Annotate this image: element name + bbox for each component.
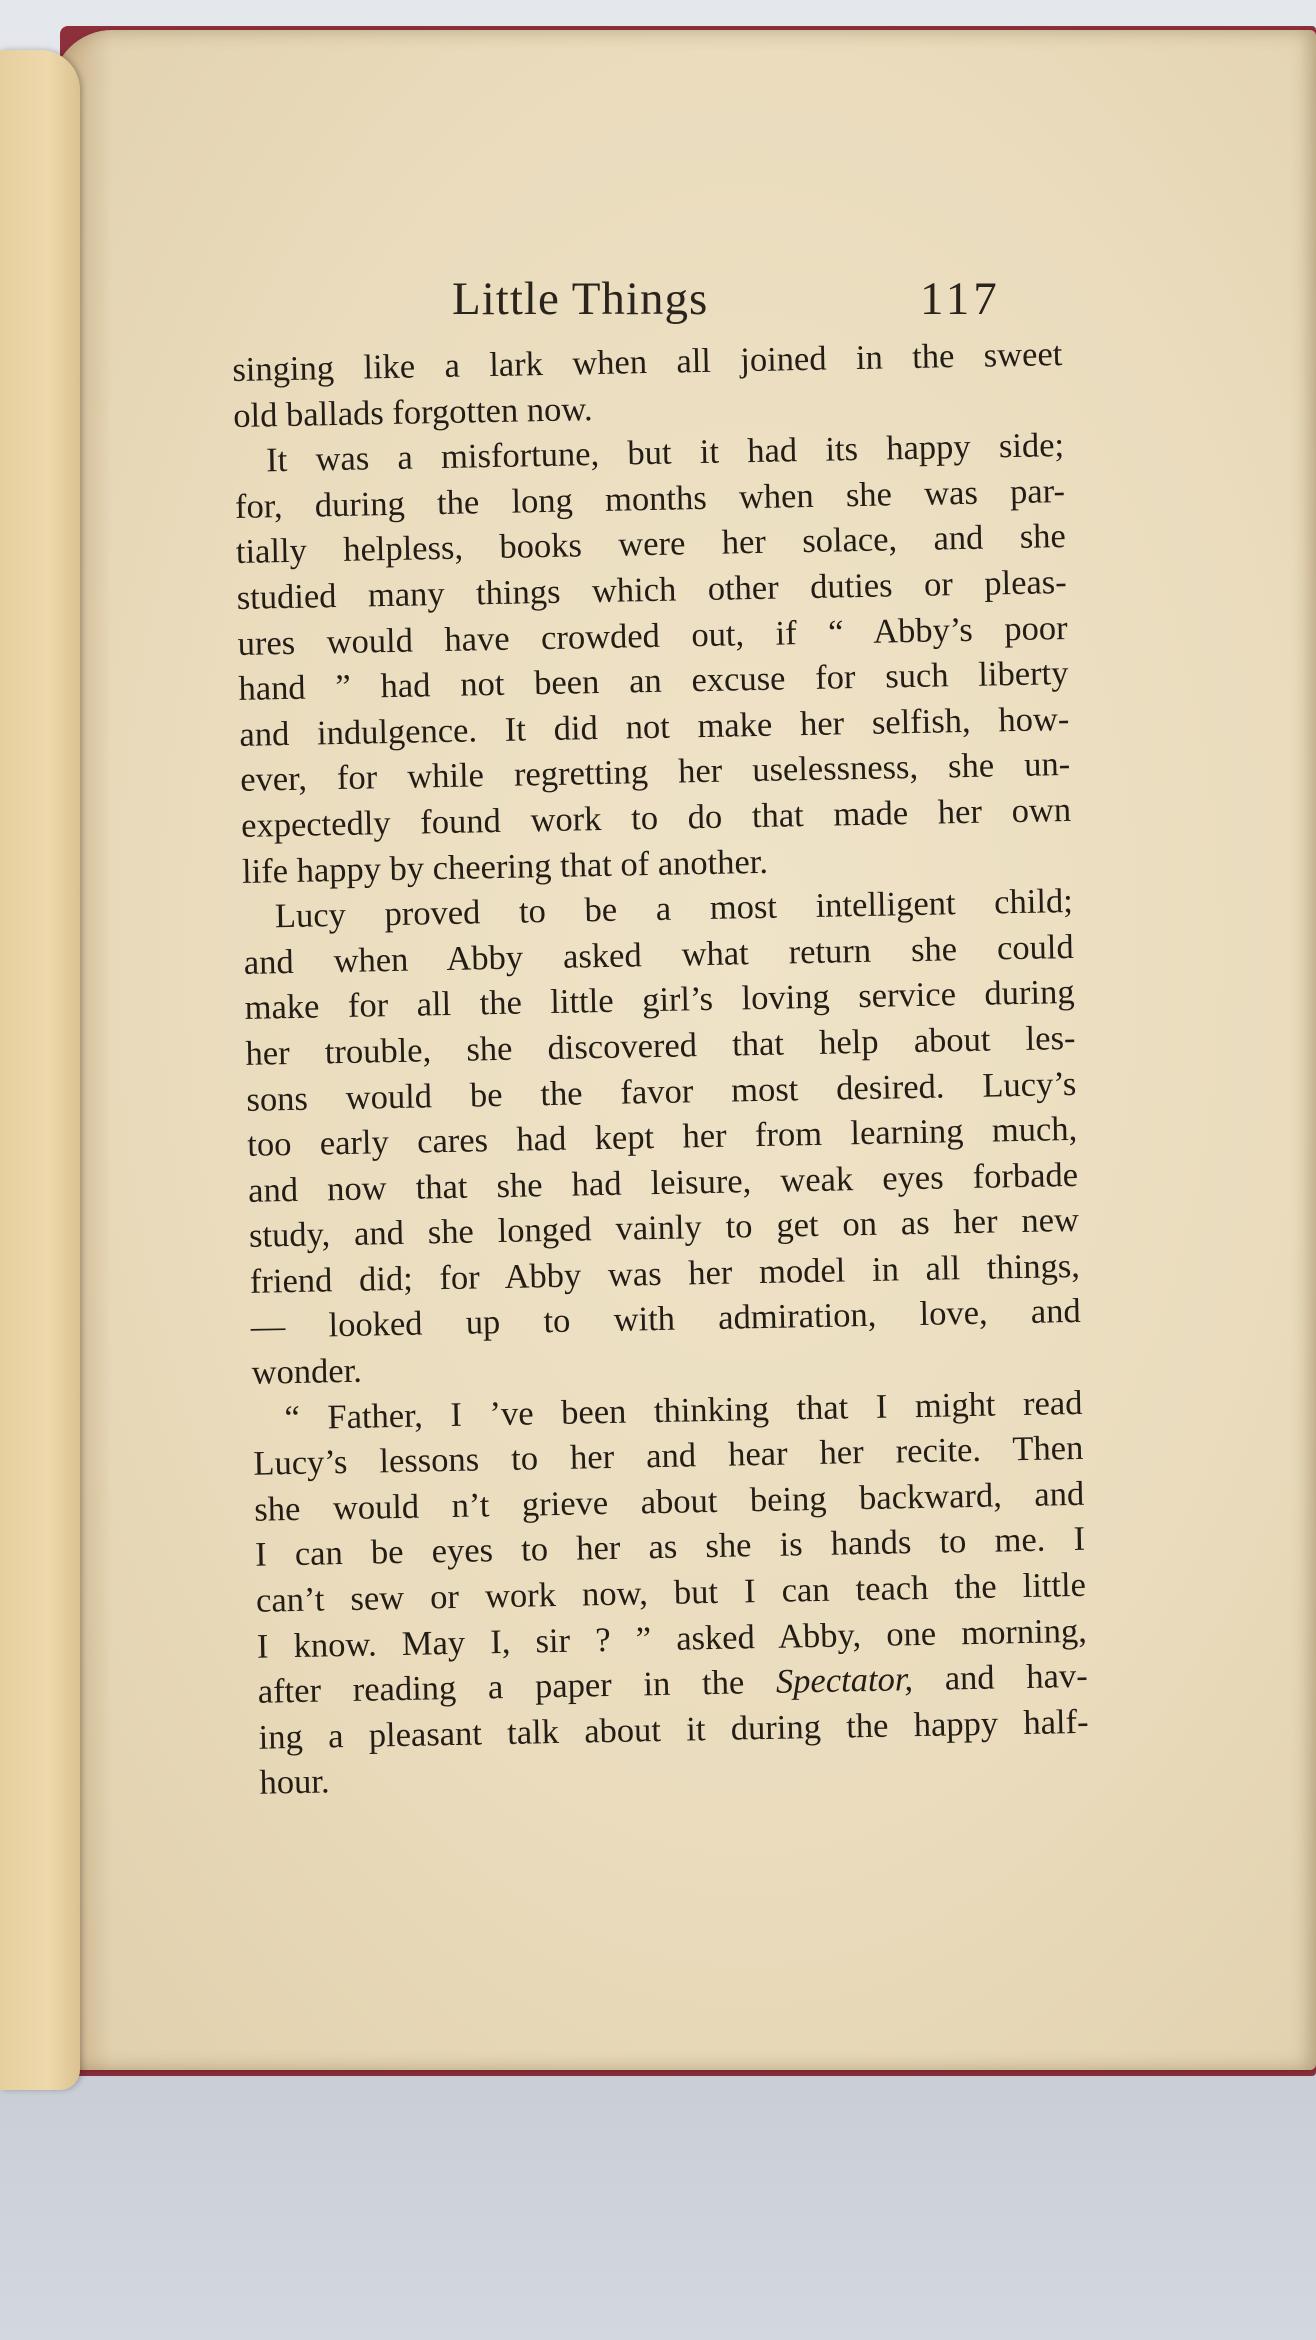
text-line: she would n’t grieve about being backward, and bbox=[253, 1474, 1085, 1529]
text-line: friend did; for Abby was her model in all things, bbox=[249, 1246, 1081, 1301]
text-line: can’t sew or work now, but I can teach the little bbox=[255, 1565, 1087, 1620]
text-line: expectedly found work to do that made her own bbox=[240, 790, 1072, 845]
page-number: 117 bbox=[920, 273, 1001, 325]
text-line: ever, for while regretting her uselessness, she un- bbox=[239, 745, 1071, 800]
text-line: singing like a lark when all joined in the sweet bbox=[232, 335, 1063, 389]
text-line: tially helpless, books were her solace, and she bbox=[235, 517, 1067, 572]
text-line: “ Father, I ’ve been thinking that I might read bbox=[284, 1383, 1083, 1437]
italic-title: Spectator, bbox=[775, 1660, 914, 1702]
text-line: sons would be the favor most desired. Lucy’s bbox=[246, 1064, 1077, 1119]
text-line: hand ” had not been an excuse for such liberty bbox=[238, 654, 1069, 709]
text-line: wonder. bbox=[251, 1351, 363, 1392]
text-line: It was a misfortune, but it had its happy side; bbox=[265, 426, 1065, 480]
running-title: Little Things bbox=[452, 273, 709, 325]
text-segment: after reading a paper in the bbox=[257, 1663, 777, 1711]
text-line: make for all the little girl’s loving service during bbox=[244, 973, 1075, 1028]
text-line: — looked up to with admiration, love, and bbox=[250, 1292, 1082, 1347]
text-segment: and hav- bbox=[912, 1657, 1089, 1699]
text-line: life happy by cheering that of another. bbox=[241, 842, 769, 891]
text-line: ing a pleasant talk about it during the happy half- bbox=[258, 1702, 1089, 1757]
text-line: I know. May I, sir ? ” asked Abby, one morning, bbox=[256, 1611, 1088, 1666]
table-surface bbox=[0, 2060, 1316, 2340]
text-line: old ballads forgotten now. bbox=[232, 389, 593, 435]
text-line: Lucy’s lessons to her and hear her recite. Then bbox=[253, 1429, 1084, 1484]
text-line: and when Abby asked what return she could bbox=[243, 927, 1075, 982]
text-line: and now that she had leisure, weak eyes forbade bbox=[247, 1155, 1079, 1210]
text-line: study, and she longed vainly to get on as her new bbox=[248, 1201, 1080, 1256]
running-head bbox=[230, 262, 1030, 342]
text-line: hour. bbox=[259, 1762, 330, 1803]
text-line: and indulgence. It did not make her selfish, how- bbox=[239, 699, 1070, 754]
text-line: ures would have crowded out, if “ Abby’s poor bbox=[237, 608, 1068, 663]
text-line: I can be eyes to her as she is hands to me. I bbox=[254, 1520, 1086, 1575]
body-text bbox=[232, 332, 1090, 1807]
text-line: too early cares had kept her from learning much, bbox=[246, 1110, 1078, 1164]
text-line: for, during the long months when she was par- bbox=[234, 471, 1066, 526]
text-line: her trouble, she discovered that help about les- bbox=[245, 1018, 1076, 1073]
text-line: Lucy proved to be a most intelligent child; bbox=[274, 882, 1074, 936]
left-page-edge bbox=[0, 50, 80, 2090]
text-line: studied many things which other duties or pleas- bbox=[236, 562, 1068, 617]
